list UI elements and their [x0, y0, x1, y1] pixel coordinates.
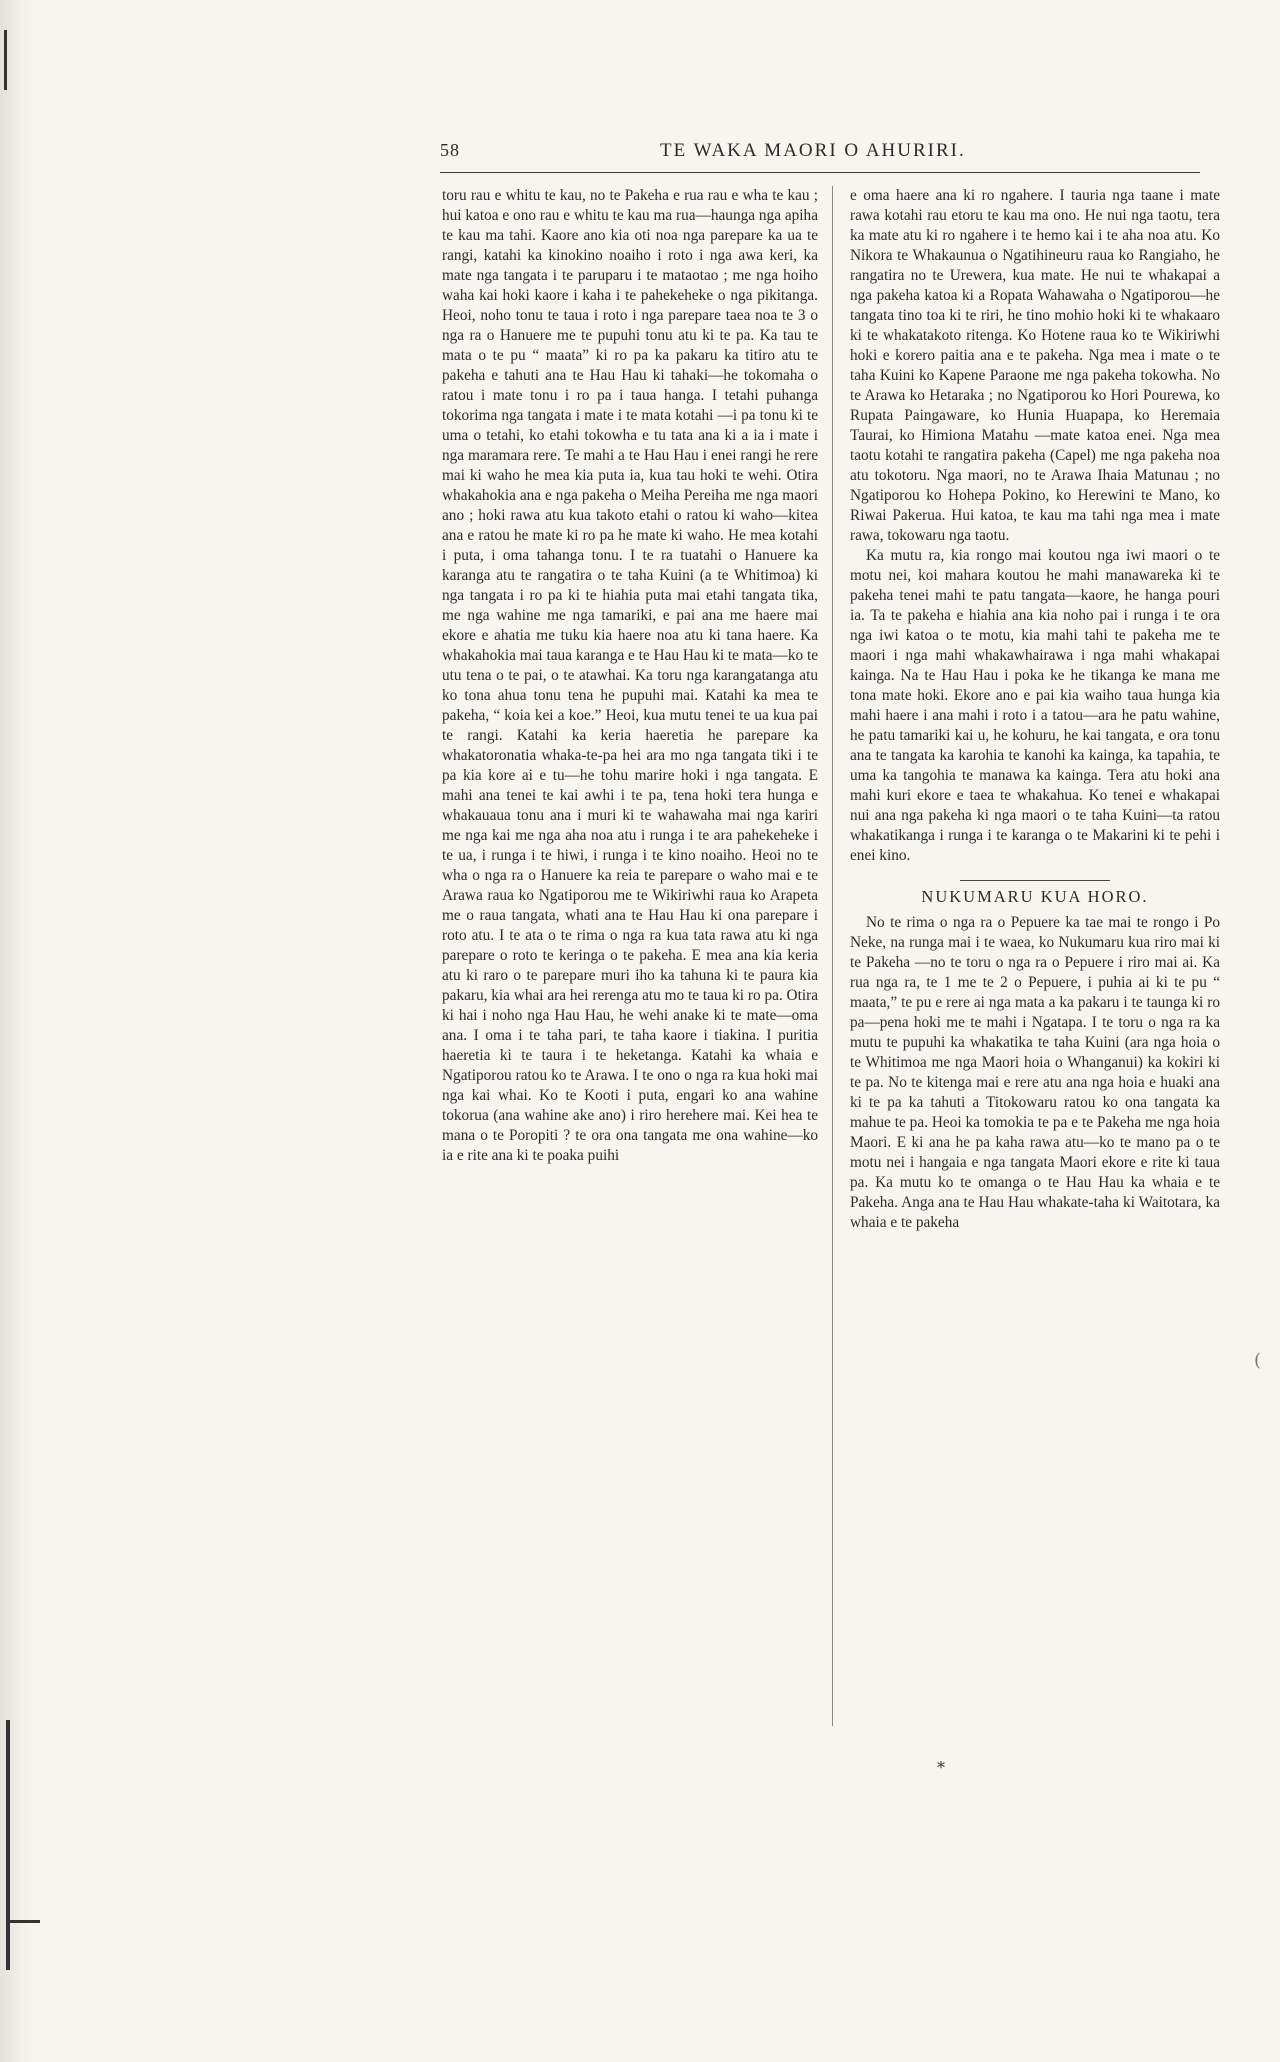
header-rule	[440, 172, 1200, 173]
left-column	[442, 186, 818, 1716]
paragraph: Ka mutu ra, kia rongo mai koutou nga iwi maori o te motu nei, koi mahara koutou he mahi manawareka ki te pakeha tenei mahi te patu tangata—kaore, he hanga pouri ia. Ta te pakeha e hiahia ana kia noho pai i runga i te ora nga iwi katoa o te motu, kia mahi tahi te pakeha me te maori i nga mahi whakawhairawa i nga mahi whakapai kainga. Na te Hau Hau i poka ke he tikanga ke mana me tona mate hoki. Ekore ano e pai kia waiho taua hunga kia mahi haere i ana mahi i roto i a tatou—ara he patu wahine, he patu tamariki kai u, he kohuru, he kai tangata, e ora tonu ana te tangata ka karohia te kanohi ka kainga, ka tapahia, te uma ka tangohia te manawa ka kainga. Tera atu hoki ana mahi kuri ekore e taea te whakahua. Ko tenei e whakapai nui ana nga pakeha ki nga maori o te taha Kuini—ta ratou whakatikanga i runga i te karanga o te Makarini ki te pehi i enei kino.	[850, 547, 1220, 864]
scan-artifact	[10, 1920, 40, 1923]
right-column	[850, 186, 1220, 1716]
scan-artifact	[4, 30, 7, 90]
paragraph: toru rau e whitu te kau, no te Pakeha e rua rau e wha te kau ; hui katoa e ono rau e whitu te kau ma rua—haunga nga apiha te kau ma tahi. Kaore ano kia oti noa nga parepare ka ua te rangi, katahi ka kinokino noaiho i roto i nga awa keri, ka mate nga tangata i te paruparu i te mataotao ; me nga hoiho waha kai hoki kaore i kaha i te pahekeheke o nga pikitanga. Heoi, noho tonu te taua i roto i nga parepare taea noa te 3 o nga ra o Hanuere me te pupuhi tonu atu ki te pa. Ka tau te mata o te pu “ maata” ki ro pa ka pakaru ka titiro atu te pakeha e tahuti ana te Hau Hau ki tahaki—he tokomaha o ratou i mate tonu i ro pa i taua hanga. I tetahi puhanga tokorima nga tangata i mate i te mata kotahi —i pa tonu ki te uma o tetahi, ko etahi tokowha e tu tata ana ki a ia i mate i nga maramara rere. Te mahi a te Hau Hau i enei rangi he rere mai ki waho he mea kia puta ia, kua tau hoki te wehi. Otira whakahokia ana e nga pakeha o Meiha Pereiha me nga maori ano ; hoki rawa atu kua takoto etahi o ratou ki waho—kitea ana e ratou he mate ki ro pa he mate ki waho. He mea kotahi i puta, i oma tahanga tonu. I te ra tuatahi o Hanuere ka karanga atu te rangatira o te taha Kuini (a te Whitimoa) ki nga tangata i ro pa ki te hiahia puta mai etahi tangata tika, me nga wahine me nga tamariki, e pai ana me haere mai ekore e ahatia me tuku kia haere noa atu ki tana haere. Ka whakahokia mai taua karanga e te Hau Hau ki te mata—ko te utu tena o te pai, o te atawhai. Ka toru nga karangatanga atu ko tona ahua tonu tena he pupuhi mai. Katahi ka mea te pakeha, “ koia kei a koe.” Heoi, kua mutu tenei te ua kua pai te rangi. Katahi ka keria haeretia he parepare ka whakatoronatia whaka-te-pa hei ara mo nga tangata tiki i te pa kia kore ai e tu—he tohu marire hoki i nga tangata. E mahi ana tenei te kai awhi i te pa, tena hoki tera hunga e whakauaua tonu ana i muri ki te wahawaha mai nga kariri me nga kai me nga aha noa atu i runga i te ara pahekeheke i te ua, i runga i te hiwi, i runga i te kino noaiho. Heoi no te wha o nga ra o Hanuere ka reia te parepare o waho mai e te Arawa raua ko Ngatiporou me te Wikiriwhi raua ko Arapeta me o raua tangata, whati ana te Hau Hau ki ona parepare i roto atu. I te ata o te rima o nga ra kua tata rawa atu ki nga parepare o roto te keringa o te pakeha. E mea ana kia keria atu ki raro o te parepare muri iho ka tahuna ki te paura kia pakaru, kia whai ara hei rerenga atu mo te taua ki ro pa. Otira ki hai i noho nga Hau Hau, he wehi anake ki te mate—oma ana. I oma i te taha pari, te taha kaore i tiakina. I puritia haeretia ki te taura i te heketanga. Katahi ka whaia e Ngatiporou ratou ko te Arawa. I te ono o nga ra kua hoki mai nga kai whai. Ko te Kooti i puta, engari ko ana wahine tokorua (ana wahine ake ano) i riro herehere mai. Kei hea te mana o te Poropiti ? te ora ona tangata me ona wahine—ko ia e rite ana ki te poaka puihi	[442, 187, 818, 1164]
running-head	[440, 140, 1200, 170]
footer-mark: *	[937, 1758, 945, 1777]
section-rule	[960, 880, 1110, 881]
column-divider	[832, 186, 833, 1726]
margin-mark: (	[1254, 1350, 1262, 1371]
section-heading: NUKUMARU KUA HORO.	[921, 887, 1149, 906]
paragraph: e oma haere ana ki ro ngahere. I tauria nga taane i mate rawa kotahi rau etoru te kau ma ono. He nui nga taotu, tera ka mate atu ki ro ngahere i te hemo kai i te aha noa atu. Ko Nikora te Whakaunua o Ngatihineuru raua ko Rangiaho, he rangatira no te Urewera, kua mate. He nui te whakapai a nga pakeha katoa ki a Ropata Wahawaha o Ngatiporou—he tangata tino toa ki te riri, he tino mohio hoki ki te whakaaro ki te whakatakoto ritenga. Ko Hotene raua ko te Wikiriwhi hoki e korero paitia ana e te pakeha. Nga mea i mate o te taha Kuini ko Kapene Paraone me nga pakeha tokowha. No te Arawa ko Hetaraka ; no Ngatiporou ko Hori Pourewa, ko Rupata Paingaware, ko Hunia Huapapa, ko Heremaia Taurai, ko Himiona Matahu —mate katoa enei. Nga mea taotu kotahi te rangatira pakeha (Capel) me nga pakeha noa atu tokotoru. Nga maori, no te Arawa Ihaia Matunau ; no Ngatiporou ko Hohepa Pokino, ko Herewini te Mano, ko Riwai Pakerua. Hui katoa, te kau ma tahi nga mea i mate rawa, tokowaru nga taotu.	[850, 187, 1220, 544]
scan-artifact	[6, 1720, 10, 1970]
page-title: TE WAKA MAORI O AHURIRI.	[660, 140, 966, 161]
paragraph: No te rima o nga ra o Pepuere ka tae mai te rongo i Po Neke, na runga mai i te waea, ko Nukumaru kua riro mai ki te Pakeha —no te toru o nga ra o Pepuere i riro mai ai. Ka rua nga ra, te 1 me te 2 o Pepuere, i puhia ai ki te pu “ maata,” te pu e rere ai nga mata a ka pakaru i te taunga ki ro pa—pena hoki me te mahi i Ngatapa. I te toru o nga ra ka mutu te pupuhi ka whakatika te taha Kuini (ara nga hoia o te Whitimoa me nga Maori hoia o Whanganui) ka kokiri ki te pa. No te kitenga mai e rere atu ana nga hoia e huaki ana ki te pa ka tahuti a Titokowaru ratou ko ona tangata ka mahue te pa. Heoi ka tomokia te pa e te Pakeha me nga hoia Maori. E ki ana he pa kaha rawa atu—ko te mano pa o te motu nei i hangaia e nga tangata Maori ekore e rite ki taua pa. Ka mutu ko te omanga o te Hau Hau ka whaia e te Pakeha. Anga ana te Hau Hau whakate-taha ki Waitotara, ka whaia e te pakeha	[850, 914, 1220, 1231]
page-number: 58	[440, 140, 460, 160]
